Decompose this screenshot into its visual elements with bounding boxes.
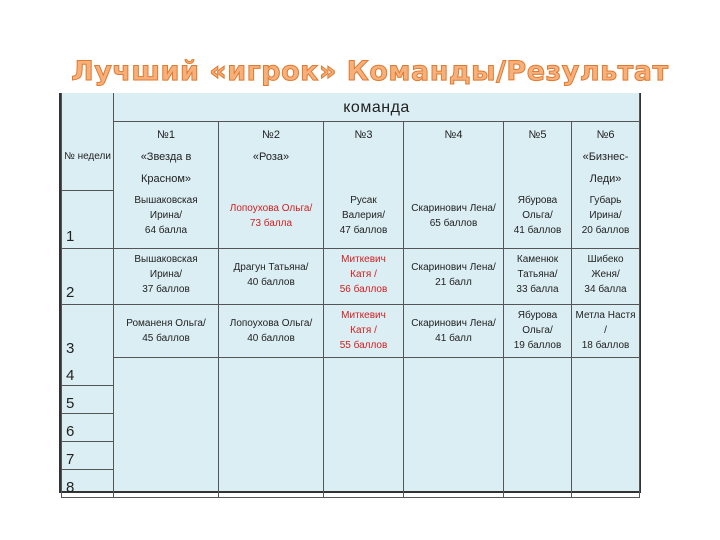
result-line: Романеня Ольга/ (126, 317, 206, 329)
result-line: Драгун Татьяна/ (233, 261, 309, 273)
result-cell (504, 304, 572, 358)
result-line: Ябурова (517, 309, 558, 321)
result-cell (324, 248, 404, 304)
result-cell (114, 190, 219, 248)
result-cell (219, 190, 324, 248)
result-line: Ябурова (517, 195, 558, 206)
empty-cell (504, 358, 572, 498)
result-line: Ирина/ (149, 210, 183, 221)
team-header-4 (404, 122, 504, 191)
empty-cell (572, 358, 640, 498)
team-name-line2: «Звезда в (140, 151, 192, 163)
team-header-6 (572, 122, 640, 191)
result-line: 64 балла (144, 225, 188, 236)
empty-cell (404, 358, 504, 498)
result-cell (219, 248, 324, 304)
result-cell (572, 304, 640, 358)
result-line: Метла Настя (575, 309, 636, 321)
team-name-line1: №2 (262, 129, 280, 141)
team-name-line1: №4 (444, 129, 463, 141)
result-line: Русак (350, 195, 377, 206)
result-line: 21 балл (435, 276, 472, 288)
result-cell (504, 190, 572, 248)
result-line: Вышаковская (134, 195, 198, 206)
empty-cell (114, 358, 219, 498)
result-cell (324, 304, 404, 358)
week-number: 8 (62, 469, 114, 497)
result-line: / (604, 324, 607, 336)
result-line: Вышаковская (134, 253, 198, 265)
result-line: Валерия/ (342, 210, 385, 221)
team-header-5 (504, 122, 572, 191)
team-header-1 (114, 122, 219, 191)
result-line: 47 баллов (339, 225, 388, 236)
result-cell (114, 304, 219, 358)
result-cell (572, 248, 640, 304)
result-line: Ирина/ (149, 268, 183, 280)
result-line: Губарь (589, 195, 622, 206)
week-number: 7 (62, 441, 114, 469)
team-name-line3: Красном» (140, 173, 191, 185)
result-line: 33 балла (516, 283, 559, 295)
team-header-2 (219, 122, 324, 191)
result-line: 45 баллов (142, 332, 190, 344)
result-line: Миткевич (341, 253, 386, 265)
team-name-line2: «Бизнес- (582, 151, 629, 163)
result-line: Шибеко (587, 253, 624, 265)
table-row (62, 358, 640, 386)
result-line: 20 баллов (581, 225, 630, 236)
table-row (62, 190, 640, 248)
result-line: Ольга/ (522, 324, 553, 336)
result-line: 65 баллов (429, 218, 478, 229)
result-line: 40 баллов (247, 276, 295, 288)
table-row (62, 248, 640, 304)
result-line: 19 баллов (513, 339, 562, 351)
result-cell (324, 190, 404, 248)
team-name-line1: №5 (528, 129, 547, 141)
empty-cell (219, 358, 324, 498)
team-header: команда (114, 93, 640, 122)
result-line: 40 баллов (247, 332, 295, 344)
result-line: Скаринович Лена/ (411, 203, 496, 214)
result-line: Скаринович Лена/ (411, 317, 496, 329)
week-number: 6 (62, 413, 114, 441)
result-line: Миткевич (341, 309, 386, 321)
week-number: 4 (62, 358, 114, 386)
result-cell (114, 248, 219, 304)
team-name-line3: Леди» (589, 173, 622, 185)
week-number: 5 (62, 385, 114, 413)
week-number: 2 (62, 248, 114, 304)
results-table (59, 93, 641, 496)
result-line: Ирина/ (589, 210, 622, 221)
result-line: Скаринович Лена/ (411, 261, 496, 273)
result-cell (504, 248, 572, 304)
week-number: 3 (62, 304, 114, 358)
result-cell (404, 248, 504, 304)
result-line: Каменюк (516, 253, 559, 265)
team-header-3 (324, 122, 404, 191)
week-number: 1 (62, 190, 114, 248)
result-line: Ольга/ (522, 210, 553, 221)
result-line: 37 баллов (142, 283, 190, 295)
result-cell (404, 304, 504, 358)
page-title: Лучший «игрок» Команды/Результат (71, 56, 669, 87)
week-header: № недели (62, 93, 114, 190)
result-cell (572, 190, 640, 248)
result-line: Катя / (350, 268, 377, 280)
team-name-line1: №3 (354, 129, 373, 141)
result-line: 56 баллов (339, 283, 388, 295)
result-cell (219, 304, 324, 358)
result-line: Женя/ (591, 268, 620, 280)
result-line: 18 баллов (581, 339, 630, 351)
empty-cell (324, 358, 404, 498)
result-line: Катя / (350, 324, 377, 336)
result-line: Татьяна/ (517, 268, 558, 280)
team-name-line1: №1 (157, 129, 175, 141)
result-line: Лопоухова Ольга/ (229, 203, 313, 214)
result-cell (404, 190, 504, 248)
team-name-line2: «Роза» (252, 151, 290, 163)
table-row (62, 304, 640, 358)
result-line: Лопоухова Ольга/ (229, 317, 313, 329)
result-line: 55 баллов (339, 339, 388, 351)
result-line: 41 баллов (513, 225, 562, 236)
team-name-line1: №6 (596, 129, 615, 141)
result-line: 41 балл (435, 332, 472, 344)
result-line: 73 балла (249, 218, 293, 229)
result-line: 34 балла (584, 283, 627, 295)
